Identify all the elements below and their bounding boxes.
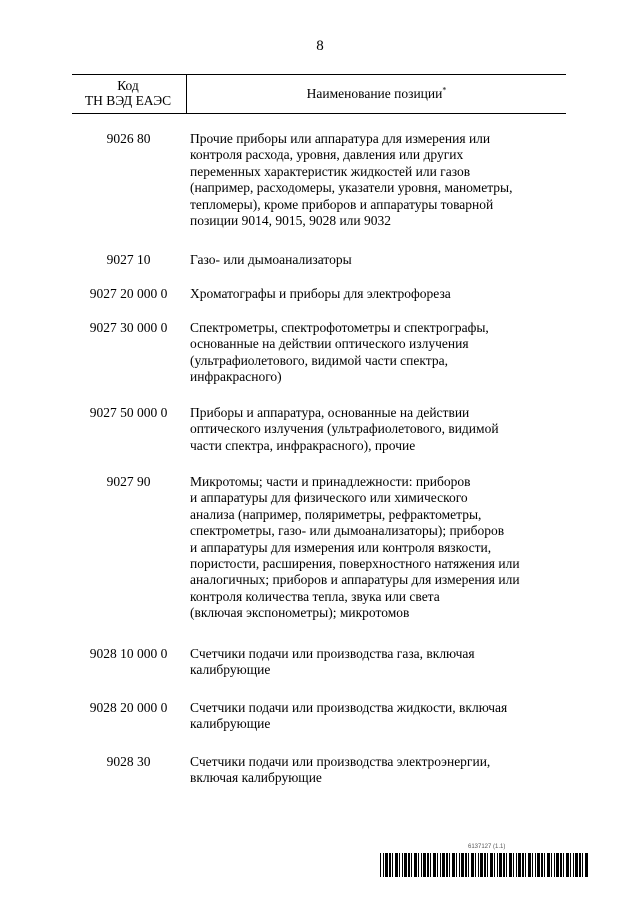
row-code: 9027 10 [106,252,151,267]
description-line: контроля количества тепла, звука или света [190,588,440,604]
description-line: Прочие приборы или аппаратура для измерения или [190,131,491,146]
description-line: Приборы и аппаратура, основанные на действии [190,405,470,420]
description-line: (например, расходомеры, указатели уровня, манометры, [190,180,513,196]
description-line: и аппаратуры для физического или химического [190,490,468,506]
description-line: калибрующие [190,716,271,732]
description-line: и аппаратуры для измерения или контроля вязкости, [190,539,492,555]
row-code: 9027 50 000 0 [89,405,168,420]
description-line: калибрующие [190,662,271,678]
description-line: Спектрометры, спектрофотометры и спектрографы, [190,320,489,335]
description-line: Хроматографы и приборы для электрофореза [190,286,451,301]
barcode [380,853,590,877]
row-description [190,646,566,679]
description-line: пористости, расширения, поверхностного натяжения или [190,556,520,572]
header-code-line1: Код [117,78,139,93]
description-line: переменных характеристик жидкостей или газов [190,163,471,179]
description-line: (ультрафиолетового, видимой части спектра, [190,352,448,368]
description-line: инфракрасного) [190,369,282,385]
description-line: оптического излучения (ультрафиолетового, видимой [190,421,499,437]
description-line: Счетчики подачи или производства газа, включая [190,646,475,661]
row-code: 9027 30 000 0 [89,320,168,335]
row-code: 9027 90 [106,474,151,489]
header-code-column [72,78,184,108]
description-line: анализа (например, поляриметры, рефрактометры, [190,506,482,522]
description-line: тепломеры), кроме приборов и аппаратуры товарной [190,196,494,212]
description-line: Счетчики подачи или производства жидкости, включая [190,700,508,715]
description-line: основанные на действии оптического излучения [190,336,469,352]
row-description [190,700,566,733]
row-description [190,252,566,268]
description-line: Счетчики подачи или производства электроэнергии, [190,754,491,769]
row-code: 9028 10 000 0 [89,646,168,661]
header-name-label: Наименование позиции [306,86,443,101]
header-code-line2: ТН ВЭД ЕАЭС [84,93,172,108]
page-number: 8 [316,38,324,54]
description-line: Газо- или дымоанализаторы [190,252,352,267]
description-line: позиции 9014, 9015, 9028 или 9032 [190,213,392,229]
row-description [190,131,566,229]
row-code: 9028 30 [106,754,151,769]
description-line: аналогичных; приборов и аппаратуры для измерения или [190,572,520,588]
description-line: (включая экспонометры); микротомов [190,605,410,621]
row-description [190,754,566,787]
row-code: 9026 80 [106,131,151,146]
header-name-column [187,86,566,101]
row-description [190,286,566,302]
description-line: Микротомы; части и принадлежности: приборов [190,474,471,489]
row-description [190,405,566,454]
header-footnote-mark: * [442,85,447,95]
row-code: 9028 20 000 0 [89,700,168,715]
document-id: 6137127 (1.1) [468,844,506,850]
row-code: 9027 20 000 0 [89,286,168,301]
description-line: контроля расхода, уровня, давления или других [190,147,464,163]
row-description [190,474,566,622]
row-description [190,320,566,386]
description-line: спектрометры, газо- или дымоанализаторы); приборов [190,523,505,539]
description-line: части спектра, инфракрасного), прочие [190,437,416,453]
description-line: включая калибрующие [190,770,322,786]
table-header [72,74,566,114]
